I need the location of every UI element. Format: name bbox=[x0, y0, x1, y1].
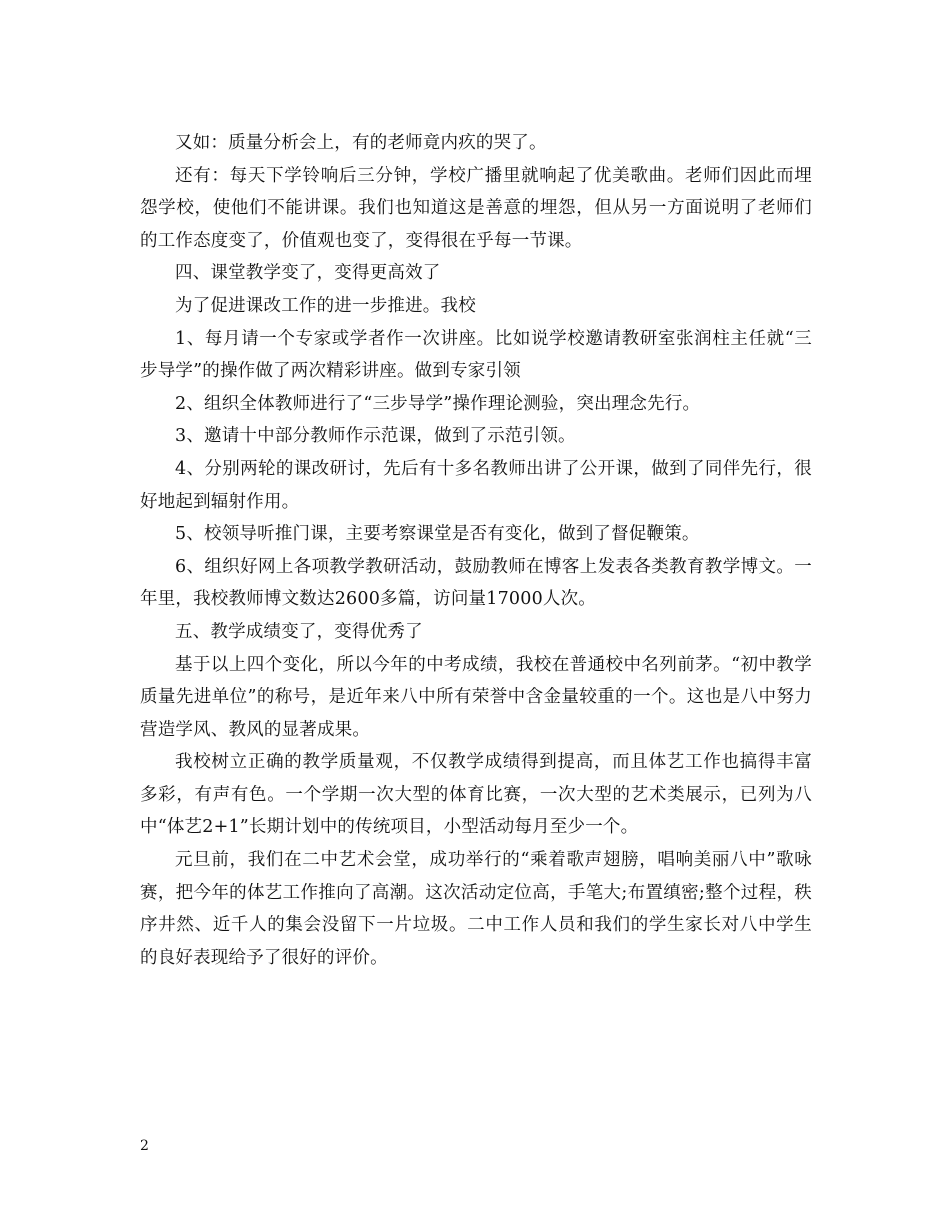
paragraph-curriculum-reform-intro: 为了促进课改工作的进一步推进。我校 bbox=[175, 295, 476, 316]
list-item-online-activities: 6、组织好网上各项教学教研活动，鼓励教师在博客上发表各类教育教学博文。一年里，我校教师博文数达2600多篇，访问量17000人次。 bbox=[140, 556, 812, 610]
list-item-leader-observation: 5、校领导听推门课，主要考察课堂是否有变化，做到了督促鞭策。 bbox=[175, 524, 700, 545]
section-heading-teaching-results: 五、教学成绩变了，变得优秀了 bbox=[175, 621, 423, 642]
section-heading-classroom-teaching: 四、课堂教学变了，变得更高效了 bbox=[175, 263, 441, 284]
paragraph-broadcast-music: 还有：每天下学铃响后三分钟，学校广播里就响起了优美歌曲。老师们因此而埋怨学校，使他们不能讲课。我们也知道这是善意的埋怨，但从另一方面说明了老师们的工作态度变了，价值观也变了，变得很在乎每一节课。 bbox=[140, 165, 812, 251]
page-number: 2 bbox=[140, 1138, 149, 1154]
list-item-expert-lectures: 1、每月请一个专家或学者作一次讲座。比如说学校邀请教研室张润柱主任就“三步导学”的操作做了两次精彩讲座。做到专家引领 bbox=[140, 328, 812, 382]
list-item-reform-seminars: 4、分别两轮的课改研讨，先后有十多名教师出讲了公开课，做到了同伴先行，很好地起到辐射作用。 bbox=[140, 458, 812, 512]
document-body bbox=[140, 127, 812, 974]
list-item-demonstration-lessons: 3、邀请十中部分教师作示范课，做到了示范引领。 bbox=[175, 426, 576, 447]
paragraph-arts-sports-work: 我校树立正确的教学质量观，不仅教学成绩得到提高，而且体艺工作也搞得丰富多彩，有声有色。一个学期一次大型的体育比赛，一次大型的艺术类展示，已列为八中“体艺2+1”长期计划中的传统项目，小型活动每月至少一个。 bbox=[140, 752, 812, 838]
list-item-theory-test: 2、组织全体教师进行了“三步导学”操作理论测验，突出理念先行。 bbox=[175, 393, 701, 414]
paragraph-new-year-singing-contest: 元旦前，我们在二中艺术会堂，成功举行的“乘着歌声翅膀，唱响美丽八中”歌咏赛，把今年的体艺工作推向了高潮。这次活动定位高，手笔大;布置缜密;整个过程，秩序井然、近千人的集会没留下一片垃圾。二中工作人员和我们的学生家长对八中学生的良好表现给予了很好的评价。 bbox=[140, 850, 812, 968]
paragraph-example-quality-meeting: 又如：质量分析会上，有的老师竟内疚的哭了。 bbox=[175, 133, 547, 153]
paragraph-exam-results: 基于以上四个变化，所以今年的中考成绩，我校在普通校中名列前茅。“初中教学质量先进单位”的称号，是近年来八中所有荣誉中含金量较重的一个。这也是八中努力营造学风、教风的显著成果。 bbox=[140, 654, 812, 740]
